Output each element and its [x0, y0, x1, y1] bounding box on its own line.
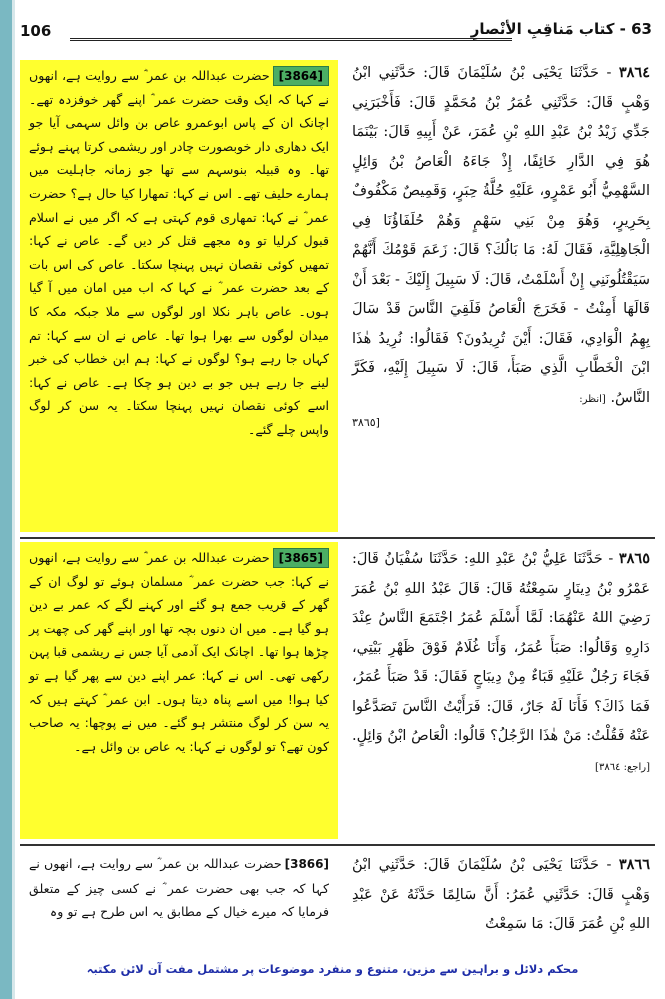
arabic-hadith-number: ٣٨٦٦: [618, 856, 651, 873]
chapter-title: 63 - كتاب مَناقِبِ الأنْصارِ: [470, 20, 652, 38]
footer-banner: محکم دلائل و براہین سے مزین، متنوع و منفرد موضوعات پر مشتمل مفت آن لائن مکتبہ: [86, 962, 579, 976]
arabic-text: - حَدَّثَنَا يَحْيَى بْنُ سُلَيْمَانَ قَالَ: حَدَّثَنِي ابْنُ وَهْبٍ قَالَ: حَدَّثَنِي عُمَرُ: أَنَّ سَالِمًا حَدَّثَهُ عَنْ عَبْدِ اللهِ بْنِ عُمَرَ قَالَ: مَا سَمِعْتُ: [352, 857, 650, 932]
urdu-text: حضرت عبداللہ بن عمر ؓ سے روایت ہے، انھوں نے کہا کہ جب بھی حضرت عمر ؓ نے کسی چیز کے متعلق فرمایا کہ میرے خیال کے مطابق یہ اس طرح ہے تو وہ: [29, 856, 329, 920]
arabic-text-3866: [352, 850, 650, 950]
page-header: [20, 18, 660, 48]
hadith-number-badge: [3864]: [273, 66, 329, 86]
arabic-text: - حَدَّثَنَا يَحْيَى بْنُ سُلَيْمَانَ قَالَ: حَدَّثَنِي ابْنُ وَهْبٍ قَالَ: حَدَّثَنِي عُمَرُ بْنُ مُحَمَّدٍ قَالَ: فَأَخْبَرَنِي جَدِّي زَيْدُ بْنُ عَبْدِ اللهِ بْنِ عُمَرَ، عَنْ أَبِيهِ قَالَ: بَيْنَمَا هُوَ فِي الدَّارِ خَائِفًا، إِذْ جَاءَهُ الْعَاصُ بْنُ وَائِلٍ السَّهْمِيُّ أَبُو عَمْرٍو، عَلَيْهِ حُلَّةُ حِبَرٍ، وَقَمِيصٌ مَكْفُوفٌ بِحَرِيرٍ، وَهُوَ مِنْ بَنِي سَهْمٍ وَهُمْ حُلَفَاؤُنَا فِي الْجَاهِلِيَّةِ، فَقَالَ لَهُ: مَا بَالُكَ؟ قَالَ: زَعَمَ قَوْمُكَ أَنَّهُمْ سَيَقْتُلُونَنِي إِنْ أَسْلَمْتُ، قَالَ: لَا سَبِيلَ إِلَيْكَ - بَعْدَ أَنْ قَالَهَا أَمِنْتُ - فَخَرَجَ الْعَاصُ فَلَقِيَ النَّاسَ قَدْ سَالَ بِهِمُ الْوَادِي، فَقَالَ: أَيْنَ تُرِيدُونَ؟ فَقَالُوا: نُرِيدُ هٰذَا ابْنَ الْخَطَّابِ الَّذِي صَبَأَ، قَالَ: لَا سَبِيلَ إِلَيْهِ، فَكَرَّ النَّاسُ.: [352, 65, 650, 406]
section-divider: [20, 844, 655, 846]
section-divider: [20, 537, 655, 539]
urdu-text: حضرت عبداللہ بن عمر ؓ سے روایت ہے، انھوں نے کہا: جب حضرت عمر ؓ مسلمان ہوئے تو لوگ ان کے گھر کے قریب جمع ہو گئے اور کہنے لگے کہ عمر بے دین ہو گیا ہے۔ میں ان دنوں بچہ تھا اور اپنے گھر کی چھت پر چڑھا ہوا تھا۔ اچانک ایک آدمی آیا جس نے ریشمی قبا پہن رکھی تھی۔ اس نے کہا: عمر اپنے دین سے پھر گیا ہے تو کیا ہوا! میں اسے پناہ دیتا ہوں۔ ابن عمر ؓ کہتے ہیں کہ یہ سن کر لوگ منتشر ہو گئے۔ میں نے پوچھا: یہ صاحب کون تھے؟ تو لوگوں نے کہا: یہ عاص بن وائل ہے۔: [29, 550, 329, 754]
urdu-translation-3864: [20, 60, 338, 532]
hadith-number-badge: [3865]: [273, 548, 329, 568]
arabic-text: - حَدَّثَنَا عَلِيُّ بْنُ عَبْدِ اللهِ: حَدَّثَنَا سُفْيَانُ قَالَ: عَمْرُو بْنُ دِينَارٍ سَمِعْتُهُ قَالَ: قَالَ عَبْدُ اللهِ بْنُ عُمَرَ رَضِيَ اللهُ عَنْهُمَا: لَمَّا أَسْلَمَ عُمَرُ اجْتَمَعَ النَّاسُ عِنْدَ دَارِهِ وَقَالُوا: صَبَأَ عُمَرُ، وَأَنَا غُلَامٌ فَوْقَ ظَهْرِ بَيْتِي، فَجَاءَ رَجُلٌ عَلَيْهِ قَبَاءٌ مِنْ دِيبَاجٍ فَقَالَ: قَدْ صَبَأَ عُمَرُ، فَمَا ذَاكَ؟ فَأَنَا لَهُ جَارٌ، قَالَ: فَرَأَيْتُ النَّاسَ تَصَدَّعُوا عَنْهُ فَقُلْتُ: مَنْ هٰذَا الرَّجُلُ؟ قَالُوا: الْعَاصُ ابْنُ وَائِلٍ.: [352, 551, 650, 744]
arabic-hadith-number: ٣٨٦٤: [618, 64, 651, 81]
hadith-number: [3866]: [284, 857, 329, 871]
reference-note: [انظر:: [579, 393, 606, 405]
arabic-text-3864: [352, 58, 650, 520]
page-number: 106: [20, 22, 52, 40]
page-edge-shadow: [12, 0, 15, 999]
urdu-translation-3865: [20, 542, 338, 839]
header-rule: [70, 38, 512, 41]
urdu-text: حضرت عبداللہ بن عمر ؓ سے روایت ہے، انھوں نے کہا کہ ایک وقت حضرت عمر ؓ اپنے گھر خوفزدہ تھے۔ اچانک ان کے پاس ابوعمرو عاص بن وائل سہمی آیا جو ایک دھاری دار خوبصورت چادر اور ریشمی کرتا پہنے ہوئے تھا۔ وہ قبیلہ بنوسہم سے تھا جو زمانہ جاہلیت میں ہمارے حلیف تھے۔ اس نے کہا: تمھارا کیا حال ہے؟ حضرت عمر ؓ نے کہا: تمھاری قوم کہتی ہے کہ اگر میں نے اسلام قبول کرلیا تو وہ مجھے قتل کر دیں گے۔ عاص نے کہا: تمھیں کوئی نقصان نہیں پہنچا سکتا۔ عاص کی اس بات کے بعد حضرت عمر ؓ نے کہا کہ اب میں امان میں آ گیا ہوں۔ عاص باہر نکلا اور لوگوں سے ملا جبکہ مکہ کا میدان لوگوں سے بھرا ہوا تھا۔ عاص نے ان سے کہا: تم کہاں جا رہے ہو؟ لوگوں نے کہا: ہم ابن خطاب کی خبر لینے جا رہے ہیں جو بے دین ہو چکا ہے۔ عاص نے کہا: اسے کوئی نقصان نہیں پہنچا سکتا۔ یہ سن کر لوگ واپس چلے گئے۔: [29, 68, 329, 437]
urdu-translation-3866: [20, 850, 338, 950]
arabic-hadith-number: ٣٨٦٥: [618, 550, 651, 567]
reference-end: ٣٨٦٥]: [352, 416, 380, 429]
page-edge-strip: [0, 0, 12, 999]
reference-note: [راجع: ٣٨٦٤]: [595, 761, 650, 773]
arabic-text-3865: [352, 544, 650, 834]
